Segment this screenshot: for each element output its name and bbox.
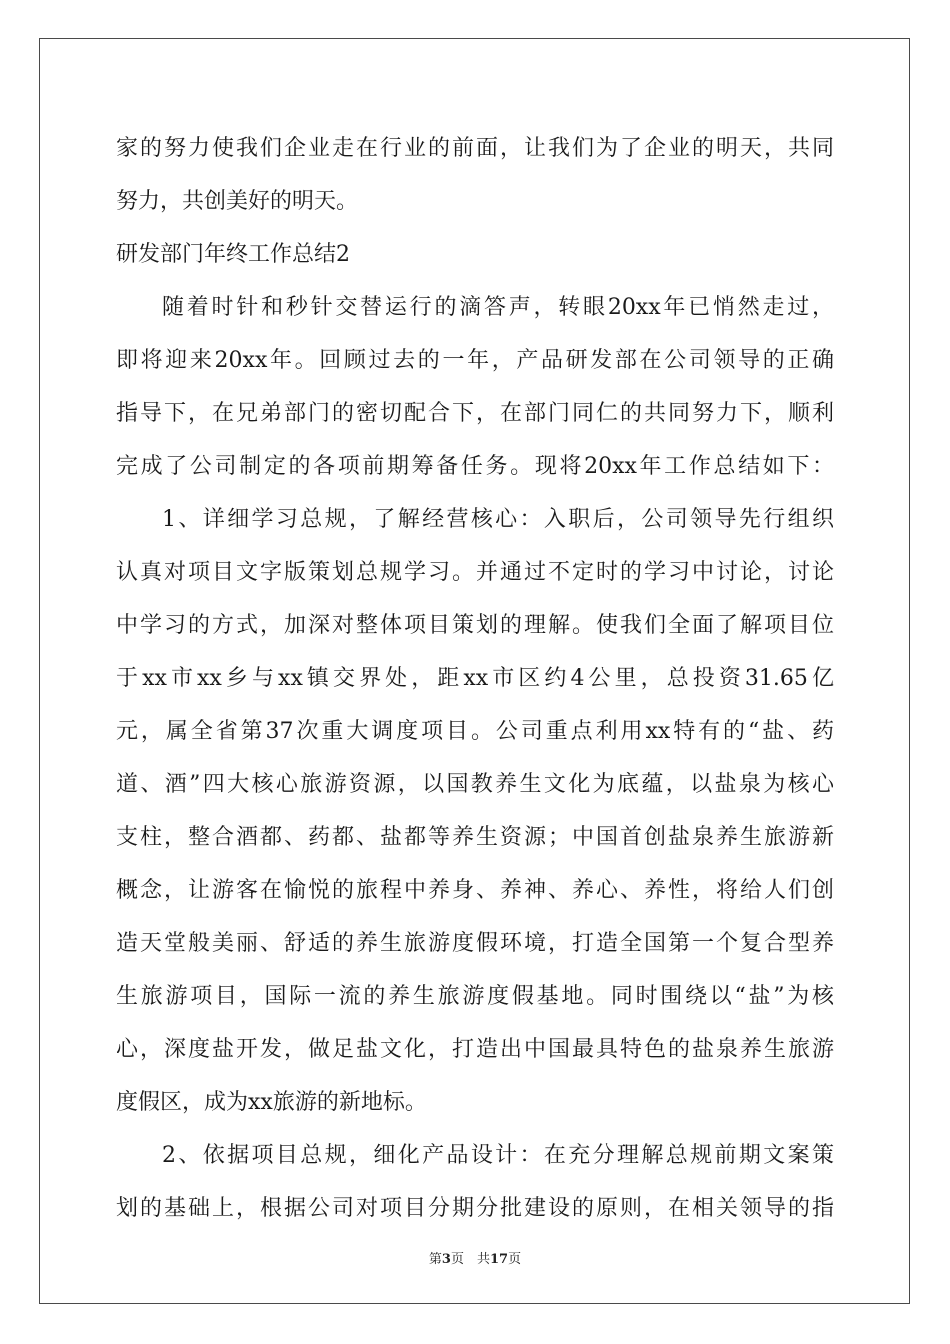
text-line: 元，属全省第37次重大调度项目。公司重点利用xx特有的“盐、药 [116,719,834,744]
text-line: 中学习的方式，加深对整体项目策划的理解。使我们全面了解项目位 [116,613,834,638]
page-footer [0,1248,950,1267]
text-line: 道、酒”四大核心旅游资源，以国教养生文化为底蕴，以盐泉为核心 [116,772,834,797]
current-page-number: 3 [441,1252,451,1267]
text-line: 造天堂般美丽、舒适的养生旅游度假环境，打造全国第一个复合型养 [116,931,834,956]
text-line: 指导下，在兄弟部门的密切配合下，在部门同仁的共同努力下，顺利 [116,401,834,426]
document-body [116,122,834,1235]
footer-mid: 页 共 [450,1252,490,1267]
text-line: 划的基础上，根据公司对项目分期分批建设的原则，在相关领导的指 [116,1196,834,1221]
text-line: 支柱，整合酒都、药都、盐都等养生资源；中国首创盐泉养生旅游新 [116,825,834,850]
text-line: 完成了公司制定的各项前期筹备任务。现将20xx年工作总结如下： [116,454,834,479]
text-line: 努力，共创美好的明天。 [116,189,359,214]
text-line: 度假区，成为xx旅游的新地标。 [116,1090,427,1115]
total-pages-number: 17 [489,1252,509,1267]
text-line: 认真对项目文字版策划总规学习。并通过不定时的学习中讨论，讨论 [116,560,834,585]
text-line: 研发部门年终工作总结2 [116,242,350,267]
text-line: 2、依据项目总规，细化产品设计：在充分理解总规前期文案策 [162,1143,834,1168]
footer-suffix: 页 [508,1252,522,1267]
text-line: 于xx市xx乡与xx镇交界处，距xx市区约4公里，总投资31.65亿 [116,666,834,691]
text-line: 生旅游项目，国际一流的养生旅游度假基地。同时围绕以“盐”为核 [116,984,834,1009]
footer-prefix: 第 [428,1252,442,1267]
text-line: 随着时针和秒针交替运行的滴答声，转眼20xx年已悄然走过， [162,295,834,320]
text-line: 即将迎来20xx年。回顾过去的一年，产品研发部在公司领导的正确 [116,348,834,373]
text-line: 概念，让游客在愉悦的旅程中养身、养神、养心、养性，将给人们创 [116,878,834,903]
text-line: 1、详细学习总规，了解经营核心：入职后，公司领导先行组织 [162,507,834,532]
text-line: 家的努力使我们企业走在行业的前面，让我们为了企业的明天，共同 [116,136,834,161]
text-line: 心，深度盐开发，做足盐文化，打造出中国最具特色的盐泉养生旅游 [116,1037,834,1062]
